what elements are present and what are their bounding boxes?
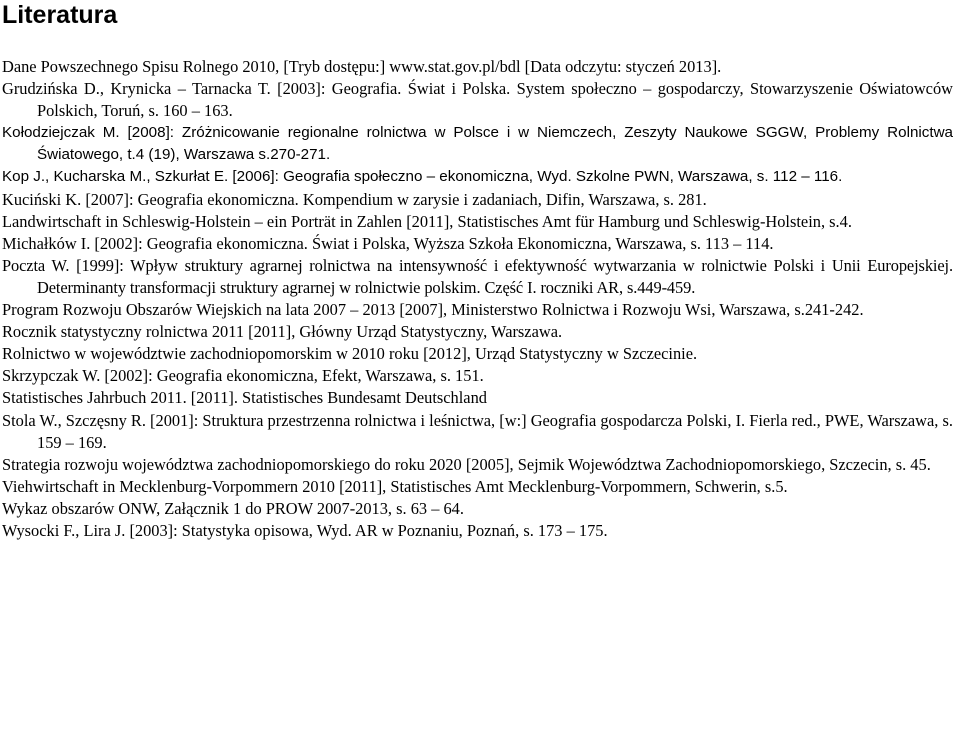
reference-item: Kołodziejczak M. [2008]: Zróżnicowanie regionalne rolnictwa w Polsce i w Niemczech, Zeszyty Naukowe SGGW, Problemy Rolnictwa Światowego, t.4 (19), Warszawa s.270-271. xyxy=(2,124,953,164)
reference-item: Kop J., Kucharska M., Szkurłat E. [2006]: Geografia społeczno – ekonomiczna, Wyd. Szkolne PWN, Warszawa, s. 112 – 116. xyxy=(2,168,843,186)
reference-item: Skrzypczak W. [2002]: Geografia ekonomiczna, Efekt, Warszawa, s. 151. xyxy=(2,366,484,386)
reference-item: Dane Powszechnego Spisu Rolnego 2010, [Tryb dostępu:] www.stat.gov.pl/bdl [Data odczytu: styczeń 2013]. xyxy=(2,57,722,76)
reference-item: Rocznik statystyczny rolnictwa 2011 [2011], Główny Urząd Statystyczny, Warszawa. xyxy=(2,322,563,342)
reference-item: Kuciński K. [2007]: Geografia ekonomiczna. Kompendium w zarysie i zadaniach, Difin, Warszawa, s. 281. xyxy=(2,189,707,209)
reference-list xyxy=(2,56,953,542)
reference-item: Viehwirtschaft in Mecklenburg-Vorpommern 2010 [2011], Statistisches Amt Mecklenburg-Vorpommern, Schwerin, s.5. xyxy=(2,476,788,496)
reference-item: Stola W., Szczęsny R. [2001]: Struktura przestrzenna rolnictwa i leśnictwa, [w:] Geografia gospodarcza Polski, I. Fierla red., PWE, Warszawa, s. 159 – 169. xyxy=(2,410,953,452)
reference-item: Wykaz obszarów ONW, Załącznik 1 do PROW 2007-2013, s. 63 – 64. xyxy=(2,498,464,518)
reference-item: Strategia rozwoju województwa zachodniopomorskiego do roku 2020 [2005], Sejmik Województwa Zachodniopomorskiego, Szczecin, s. 45. xyxy=(2,454,931,474)
page-title: Literatura xyxy=(2,1,118,29)
reference-item: Wysocki F., Lira J. [2003]: Statystyka opisowa, Wyd. AR w Poznaniu, Poznań, s. 173 – 175. xyxy=(2,520,608,540)
reference-item: Rolnictwo w województwie zachodniopomorskim w 2010 roku [2012], Urząd Statystyczny w Szczecinie. xyxy=(2,344,698,364)
reference-item: Statistisches Jahrbuch 2011. [2011]. Statistisches Bundesamt Deutschland xyxy=(2,388,487,408)
reference-item: Poczta W. [1999]: Wpływ struktury agrarnej rolnictwa na intensywność i efektywność wytwarzania w rolnictwie Polski i Unii Europejskiej. Determinanty transformacji struktury agrarnej w rolnictwie polskim. Część I. roczniki AR, s.449-459. xyxy=(2,255,953,297)
reference-item: Michałków I. [2002]: Geografia ekonomiczna. Świat i Polska, Wyższa Szkoła Ekonomiczna, Warszawa, s. 113 – 114. xyxy=(2,233,774,253)
reference-item: Landwirtschaft in Schleswig-Holstein – ein Porträt in Zahlen [2011], Statistisches Amt für Hamburg und Schleswig-Holstein, s.4. xyxy=(2,211,852,231)
reference-item: Program Rozwoju Obszarów Wiejskich na lata 2007 – 2013 [2007], Ministerstwo Rolnictwa i Rozwoju Wsi, Warszawa, s.241-242. xyxy=(2,300,864,320)
reference-item: Grudzińska D., Krynicka – Tarnacka T. [2003]: Geografia. Świat i Polska. System społeczno – gospodarczy, Stowarzyszenie Oświatowców Polskich, Toruń, s. 160 – 163. xyxy=(2,79,953,121)
